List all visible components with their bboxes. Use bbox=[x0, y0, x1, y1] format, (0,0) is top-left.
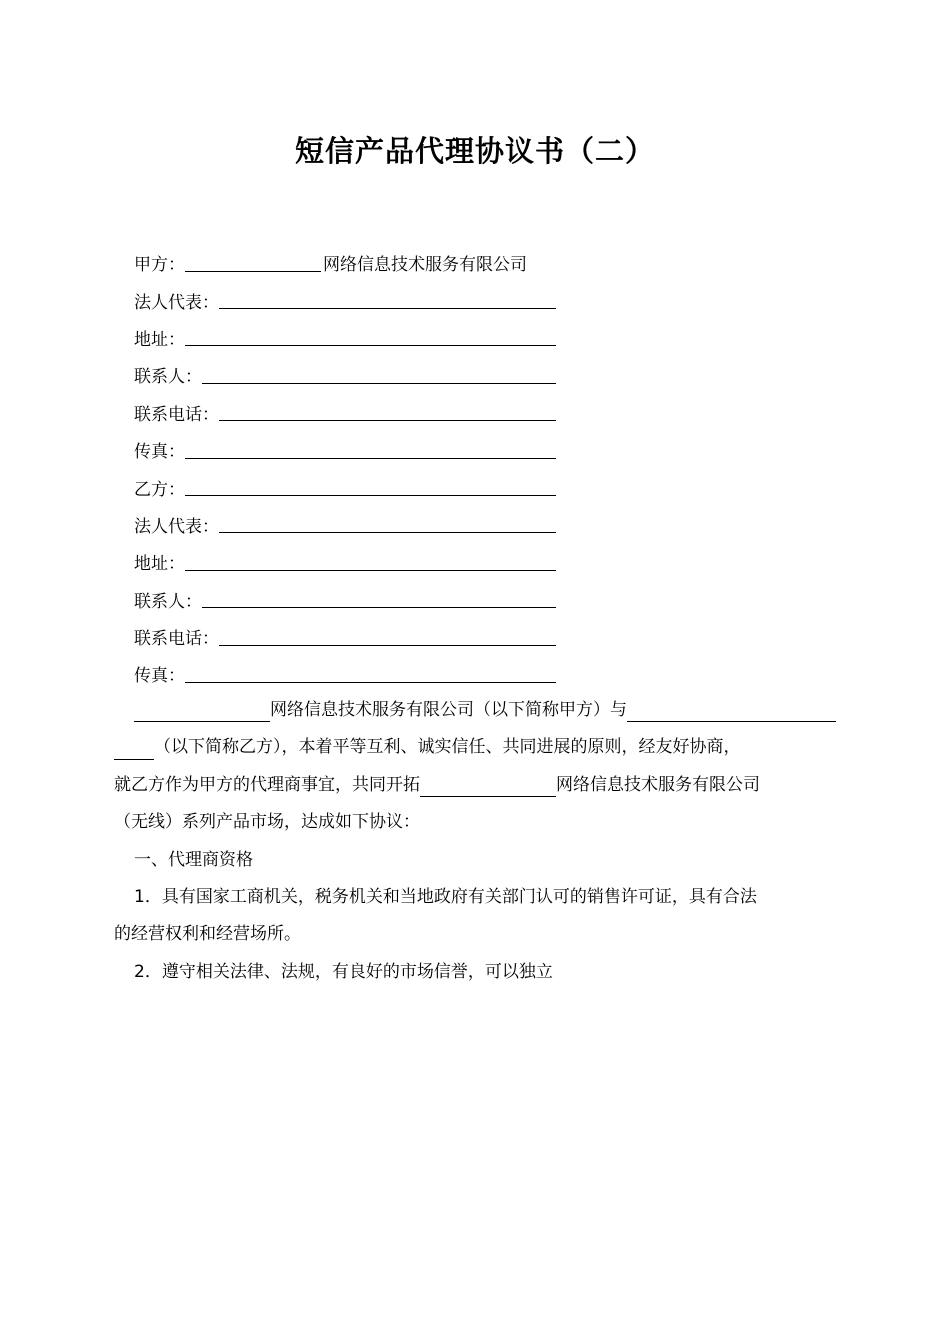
field-label: 地址： bbox=[134, 329, 185, 350]
document-title: 短信产品代理协议书（二） bbox=[294, 134, 655, 168]
field-row bbox=[134, 506, 574, 543]
field-label: 乙方： bbox=[134, 479, 185, 500]
paragraph-line bbox=[114, 729, 836, 766]
party-a-suffix: 网络信息技术服务有限公司 bbox=[323, 255, 527, 276]
party-b-blank-continued[interactable] bbox=[114, 737, 154, 760]
paragraph-text: （无线）系列产品市场，达成如下协议： bbox=[114, 812, 420, 833]
field-row bbox=[134, 394, 574, 431]
party-fields bbox=[134, 244, 574, 693]
field-row bbox=[134, 581, 574, 618]
field-blank[interactable] bbox=[185, 569, 556, 571]
field-row bbox=[134, 543, 574, 580]
field-label: 联系人： bbox=[134, 591, 202, 612]
field-row bbox=[134, 618, 574, 655]
field-blank[interactable] bbox=[185, 344, 556, 346]
clause-text: 的经营权利和经营场所。 bbox=[114, 924, 301, 945]
field-label: 联系电话： bbox=[134, 629, 219, 650]
party-a-blank[interactable] bbox=[185, 270, 321, 272]
field-label: 联系电话： bbox=[134, 404, 219, 425]
field-label: 传真： bbox=[134, 666, 185, 687]
party-a-label: 甲方： bbox=[134, 255, 185, 276]
paragraph-line bbox=[114, 804, 836, 841]
field-blank[interactable] bbox=[185, 681, 556, 683]
paragraph-line bbox=[114, 692, 836, 729]
field-blank[interactable] bbox=[185, 457, 556, 459]
field-blank[interactable] bbox=[219, 419, 556, 421]
field-row bbox=[134, 468, 574, 505]
field-row bbox=[134, 431, 574, 468]
field-row bbox=[134, 319, 574, 356]
clause-text: 2．遵守相关法律、法规，有良好的市场信誉，可以独立 bbox=[134, 961, 553, 982]
clause-line bbox=[114, 954, 836, 991]
paragraph-line bbox=[114, 767, 836, 804]
field-blank[interactable] bbox=[219, 307, 556, 309]
field-row bbox=[134, 655, 574, 692]
field-blank[interactable] bbox=[202, 606, 556, 608]
paragraph-text: 就乙方作为甲方的代理商事宜，共同开拓 bbox=[114, 774, 420, 795]
field-blank[interactable] bbox=[202, 382, 556, 384]
field-label: 法人代表： bbox=[134, 516, 219, 537]
company-blank[interactable] bbox=[134, 699, 270, 722]
paragraph-text: 网络信息技术服务有限公司（以下简称甲方）与 bbox=[270, 700, 627, 720]
field-blank[interactable] bbox=[185, 494, 556, 496]
field-row bbox=[134, 281, 574, 318]
clause-line bbox=[114, 879, 836, 916]
party-b-blank[interactable] bbox=[627, 699, 836, 722]
field-label: 地址： bbox=[134, 554, 185, 575]
paragraph-text: （以下简称乙方），本着平等互利、诚实信任、共同进展的原则，经友好协商， bbox=[154, 737, 741, 758]
field-blank[interactable] bbox=[219, 644, 556, 646]
section-heading-text: 一、代理商资格 bbox=[134, 849, 253, 870]
section-heading bbox=[114, 842, 836, 879]
clause-text: 1．具有国家工商机关，税务机关和当地政府有关部门认可的销售许可证，具有合法 bbox=[134, 886, 757, 907]
field-label: 传真： bbox=[134, 442, 185, 463]
field-blank[interactable] bbox=[219, 531, 556, 533]
party-a-row bbox=[134, 244, 574, 281]
clause-line bbox=[114, 916, 836, 953]
agreement-body bbox=[114, 692, 836, 991]
field-label: 法人代表： bbox=[134, 292, 219, 313]
paragraph-text: 网络信息技术服务有限公司 bbox=[556, 774, 760, 795]
field-label: 联系人： bbox=[134, 367, 202, 388]
company-blank[interactable] bbox=[420, 774, 556, 797]
field-row bbox=[134, 356, 574, 393]
